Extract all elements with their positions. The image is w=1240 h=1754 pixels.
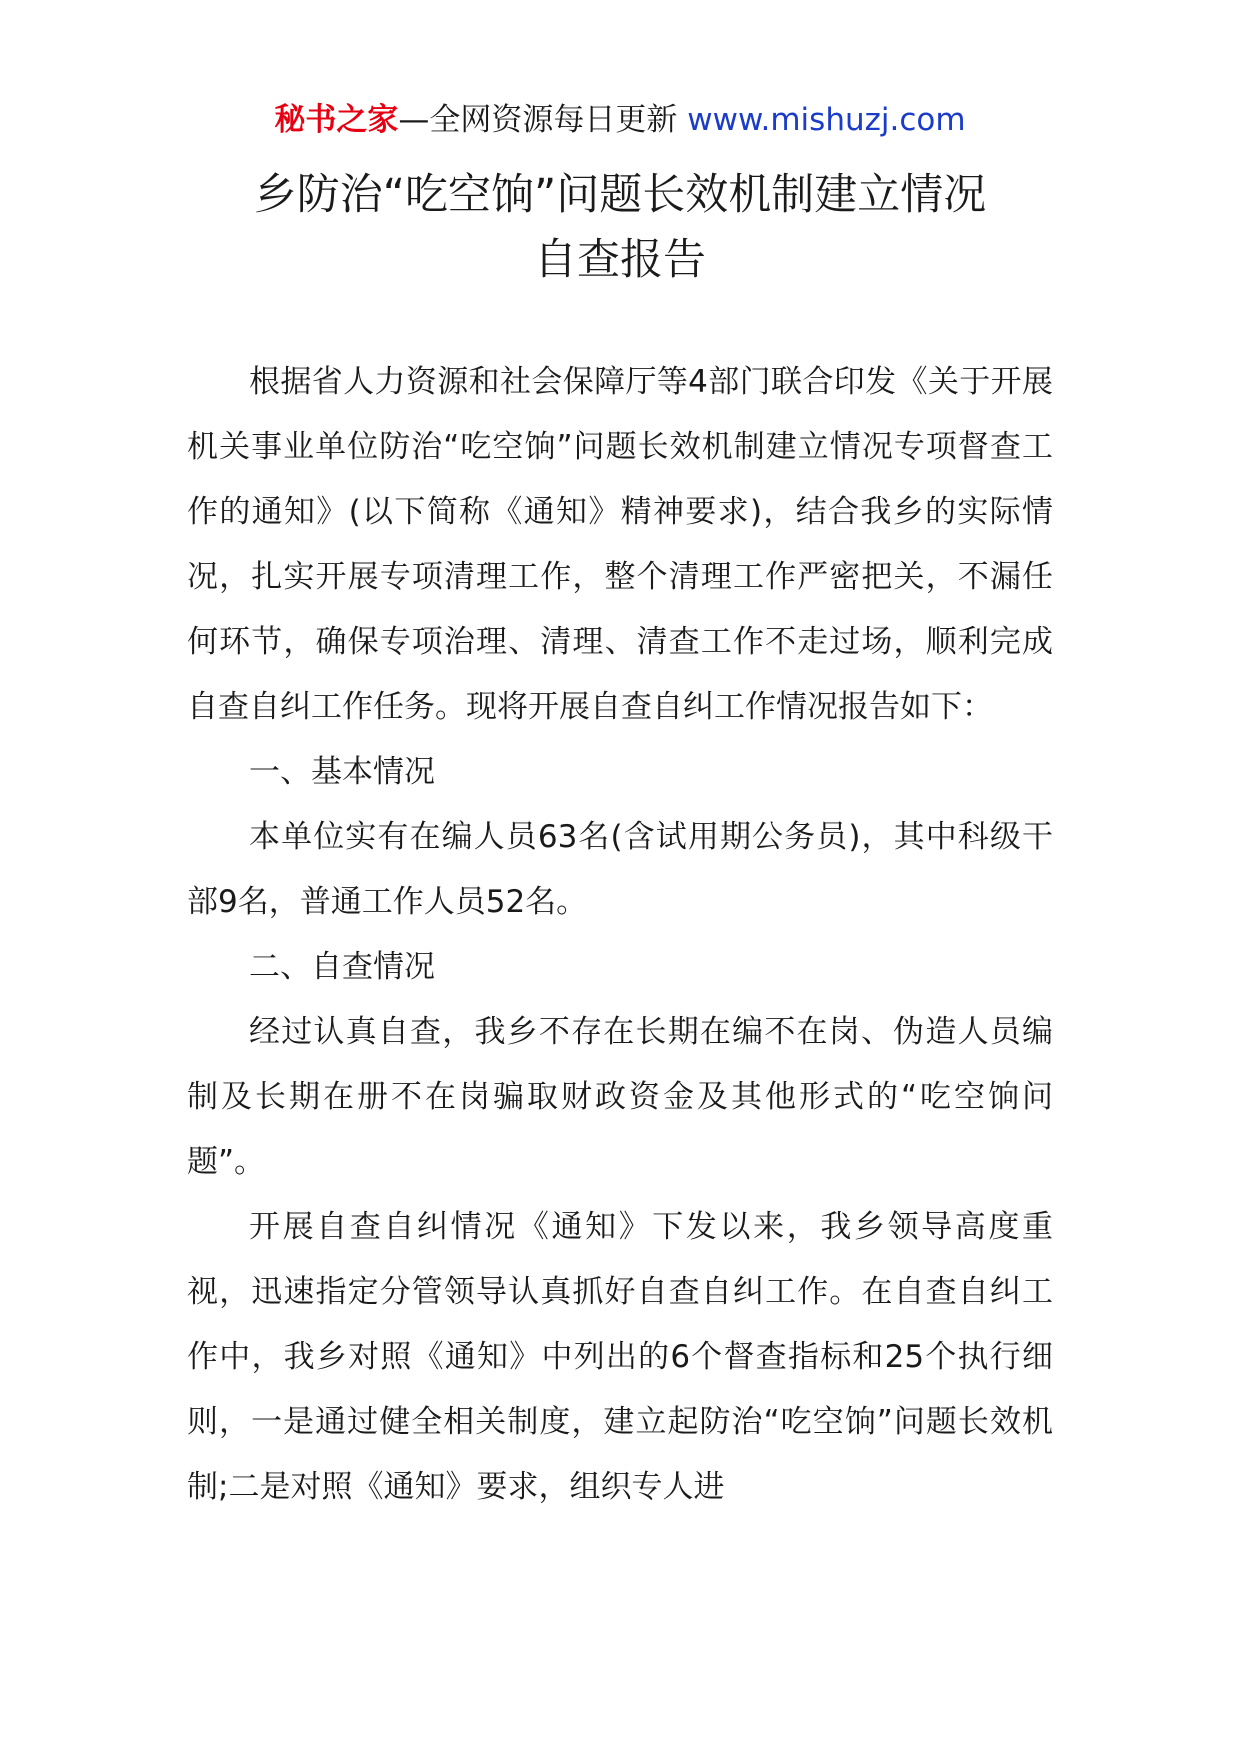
site-url: www.mishuzj.com [687,102,966,138]
intro-paragraph: 根据省人力资源和社会保障厅等4部门联合印发《关于开展机关事业单位防治“吃空饷”问题长效机制建立情况专项督查工作的通知》(以下简称《通知》精神要求)，结合我乡的实际情况，扎实开展专项清理工作，整个清理工作严密把关，不漏任何环节，确保专项治理、清理、清查工作不走过场，顺利完成自查自纠工作任务。现将开展自查自纠工作情况报告如下： [187,364,1053,725]
basic-info-paragraph: 本单位实有在编人员63名(含试用期公务员)，其中科级干部9名，普通工作人员52名。 [187,819,1053,920]
title-line-1: 乡防治“吃空饷”问题长效机制建立情况 [253,170,987,220]
brand-name: 秘书之家 [274,102,399,138]
section-heading-basic: 一、基本情况 [249,754,435,790]
document-title [0,163,1240,293]
title-line-2: 自查报告 [534,235,706,285]
check-result-paragraph: 经过认真自查，我乡不存在长期在编不在岗、伪造人员编制及长期在册不在岗骗取财政资金及其他形式的“吃空饷问题”。 [187,1014,1053,1180]
section-heading-selfcheck: 二、自查情况 [249,949,435,985]
document-body [187,350,1053,1520]
selfcheck-paragraph: 开展自查自纠情况《通知》下发以来，我乡领导高度重视，迅速指定分管领导认真抓好自查自纠工作。在自查自纠工作中，我乡对照《通知》中列出的6个督查指标和25个执行细则，一是通过健全相关制度，建立起防治“吃空饷”问题长效机制;二是对照《通知》要求，组织专人进 [187,1209,1053,1505]
watermark-header [0,100,1240,140]
header-tagline: —全网资源每日更新 [398,102,678,138]
